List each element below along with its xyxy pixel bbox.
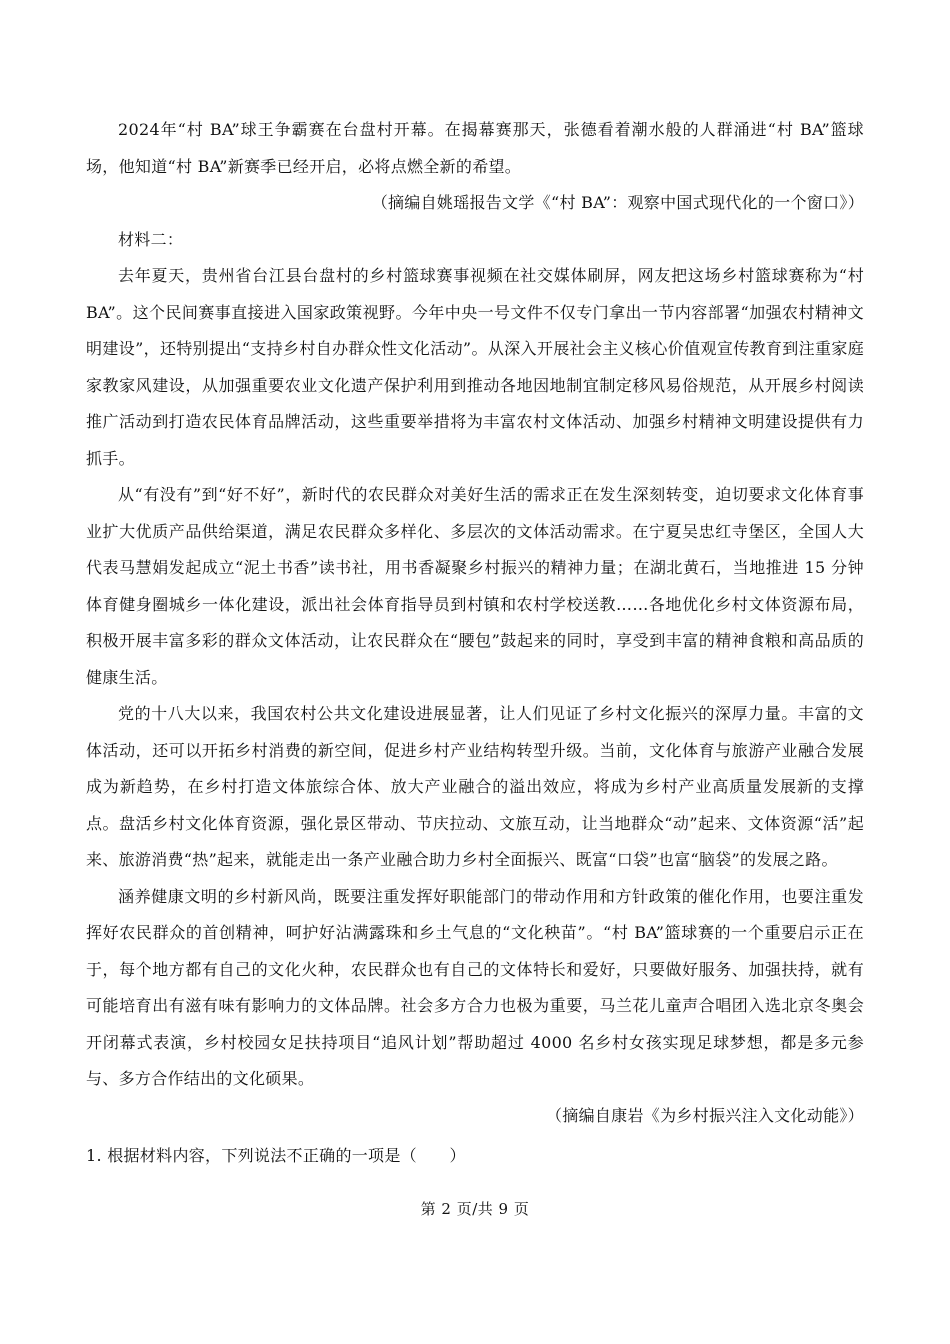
page-number-footer: 第 2 页/共 9 页 (420, 1200, 530, 1218)
source-citation-2: （摘编自康岩《为乡村振兴注入文化动能》） (545, 1105, 864, 1125)
material-2-paragraph: 从“有没有”到“好不好”，新时代的农民群众对美好生活的需求正在发生深刻转变，迫切要求文化体育事业扩大优质产品供给渠道，满足农民群众多样化、多层次的文体活动需求。在宁夏吴忠红寺堡区，全国人大代表马慧娟发起成立“泥土书香”读书社，用书香凝聚乡村振兴的精神力量；在湖北黄石，当地推进 15 分钟体育健身圈城乡一体化建设，派出社会体育指导员到村镇和农村学校送教……各地优化乡村文体资源布局，积极开展丰富多彩的群众文体活动，让农民群众在“腰包”鼓起来的同时，享受到丰富的精神食粮和高品质的健康生活。 (86, 485, 864, 687)
question-1: 1. 根据材料内容，下列说法不正确的一项是（ ） (86, 1146, 466, 1165)
material-2-paragraph: 去年夏天，贵州省台江县台盘村的乡村篮球赛事视频在社交媒体刷屏，网友把这场乡村篮球赛称为“村 BA”。这个民间赛事直接进入国家政策视野。今年中央一号文件不仅专门拿出一节内容部署“加强农村精神文明建设”，还特别提出“支持乡村自办群众性文化活动”。从深入开展社会主义核心价值观宣传教育到注重家庭家教家风建设，从加强重要农业文化遗产保护利用到推动各地因地制宜制定移风易俗规范，从开展乡村阅读推广活动到打造农民体育品牌活动，这些重要举措将为丰富农村文体活动、加强乡村精神文明建设提供有力抓手。 (86, 266, 864, 468)
source-citation-1: （摘编自姚瑶报告文学《“村 BA”：观察中国式现代化的一个窗口》） (371, 193, 864, 212)
document-body (86, 112, 864, 1175)
material-2-paragraph: 党的十八大以来，我国农村公共文化建设进展显著，让人们见证了乡村文化振兴的深厚力量。丰富的文体活动，还可以开拓乡村消费的新空间，促进乡村产业结构转型升级。当前，文化体育与旅游产业融合发展成为新趋势，在乡村打造文体旅综合体、放大产业融合的溢出效应，将成为乡村产业高质量发展新的支撑点。盘活乡村文化体育资源，强化景区带动、节庆拉动、文旅互动，让当地群众“动”起来、文体资源“活”起来、旅游消费“热”起来，就能走出一条产业融合助力乡村全面振兴、既富“口袋”也富“脑袋”的发展之路。 (86, 704, 864, 869)
material-2-paragraph: 涵养健康文明的乡村新风尚，既要注重发挥好职能部门的带动作用和方针政策的催化作用，也要注重发挥好农民群众的首创精神，呵护好沾满露珠和乡土气息的“文化秧苗”。“村 BA”篮球赛的一个重要启示正在于，每个地方都有自己的文化火种，农民群众也有自己的文体特长和爱好，只要做好服务、加强扶持，就有可能培育出有滋有味有影响力的文体品牌。社会多方合力也极为重要，马兰花儿童声合唱团入选北京冬奥会开闭幕式表演，乡村校园女足扶持项目“追风计划”帮助超过 4000 名乡村女孩实现足球梦想，都是多元参与、多方合作结出的文化硕果。 (86, 886, 864, 1088)
material-2-heading: 材料二： (118, 229, 184, 249)
paragraph-intro: 2024年“村 BA”球王争霸赛在台盘村开幕。在揭幕赛那天，张德看着潮水般的人群涌进“村 BA”篮球场，他知道“村 BA”新赛季已经开启，必将点燃全新的希望。 (86, 120, 864, 176)
